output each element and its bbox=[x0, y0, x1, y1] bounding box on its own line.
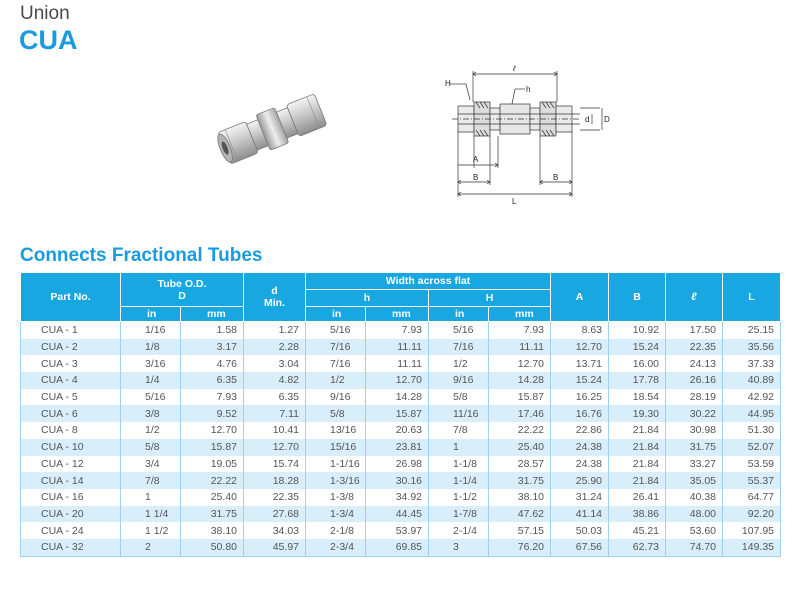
cell-d-min: 45.97 bbox=[244, 539, 306, 556]
cell-h-in: 1/2 bbox=[306, 372, 366, 389]
cell-d-min: 2.28 bbox=[244, 339, 306, 356]
cell-A: 12.70 bbox=[551, 339, 609, 356]
table-row bbox=[21, 405, 781, 422]
cell-tube-od-mm: 1.58 bbox=[181, 322, 244, 339]
cell-A: 24.38 bbox=[551, 456, 609, 473]
cell-h-in: 15/16 bbox=[306, 439, 366, 456]
table-row bbox=[21, 439, 781, 456]
cell-tube-od-in: 1/2 bbox=[121, 422, 181, 439]
cell-L: 64.77 bbox=[723, 489, 781, 506]
cell-L: 51.30 bbox=[723, 422, 781, 439]
cell-B: 10.92 bbox=[609, 322, 666, 339]
cell-h-in: 7/16 bbox=[306, 339, 366, 356]
cell-l: 35.05 bbox=[666, 472, 723, 489]
cell-L: 40.89 bbox=[723, 372, 781, 389]
dim-label-A: A bbox=[473, 155, 479, 164]
cell-H-mm: 17.46 bbox=[489, 405, 551, 422]
cell-B: 17.78 bbox=[609, 372, 666, 389]
cell-d-min: 10.41 bbox=[244, 422, 306, 439]
cell-tube-od-in: 1/16 bbox=[121, 322, 181, 339]
cell-d-min: 3.04 bbox=[244, 355, 306, 372]
header-unit-mm: mm bbox=[489, 307, 551, 322]
cell-H-mm: 47.62 bbox=[489, 506, 551, 523]
dim-label-B-left: B bbox=[473, 173, 479, 182]
header-unit-mm: mm bbox=[366, 307, 429, 322]
cell-part-no: CUA - 5 bbox=[21, 389, 121, 406]
cell-h-mm: 15.87 bbox=[366, 405, 429, 422]
cell-A: 67.56 bbox=[551, 539, 609, 556]
cell-part-no: CUA - 10 bbox=[21, 439, 121, 456]
cell-h-mm: 20.63 bbox=[366, 422, 429, 439]
cell-A: 16.25 bbox=[551, 389, 609, 406]
header-l: ℓ bbox=[666, 273, 723, 322]
cell-part-no: CUA - 16 bbox=[21, 489, 121, 506]
dim-label-h: h bbox=[526, 85, 531, 94]
cell-H-mm: 76.20 bbox=[489, 539, 551, 556]
cell-l: 33.27 bbox=[666, 456, 723, 473]
cell-L: 42.92 bbox=[723, 389, 781, 406]
cell-tube-od-in: 1 bbox=[121, 489, 181, 506]
cell-A: 15.24 bbox=[551, 372, 609, 389]
header-H: H bbox=[429, 290, 551, 307]
cell-tube-od-in: 3/8 bbox=[121, 405, 181, 422]
cell-L: 107.95 bbox=[723, 522, 781, 539]
dim-label-l: ℓ bbox=[513, 64, 516, 73]
header-tube-od: Tube O.D. D bbox=[121, 273, 244, 307]
table-row bbox=[21, 355, 781, 372]
product-code-title: CUA bbox=[19, 25, 78, 55]
cell-tube-od-mm: 22.22 bbox=[181, 472, 244, 489]
cell-B: 45.21 bbox=[609, 522, 666, 539]
cell-l: 53.60 bbox=[666, 522, 723, 539]
cell-l: 30.22 bbox=[666, 405, 723, 422]
cell-H-mm: 7.93 bbox=[489, 322, 551, 339]
cell-h-mm: 44.45 bbox=[366, 506, 429, 523]
cell-B: 62.73 bbox=[609, 539, 666, 556]
cell-H-in: 1-1/4 bbox=[429, 472, 489, 489]
cell-H-in: 11/16 bbox=[429, 405, 489, 422]
cell-H-mm: 11.11 bbox=[489, 339, 551, 356]
cell-d-min: 7.11 bbox=[244, 405, 306, 422]
table-row bbox=[21, 322, 781, 339]
cell-d-min: 15.74 bbox=[244, 456, 306, 473]
header-unit-in: in bbox=[121, 307, 181, 322]
cell-L: 92.20 bbox=[723, 506, 781, 523]
cell-H-in: 2-1/4 bbox=[429, 522, 489, 539]
table-row bbox=[21, 389, 781, 406]
cell-h-mm: 12.70 bbox=[366, 372, 429, 389]
cell-H-mm: 38.10 bbox=[489, 489, 551, 506]
cell-A: 22.86 bbox=[551, 422, 609, 439]
cell-d-min: 4.82 bbox=[244, 372, 306, 389]
cell-tube-od-mm: 19.05 bbox=[181, 456, 244, 473]
cell-l: 48.00 bbox=[666, 506, 723, 523]
cell-H-mm: 25.40 bbox=[489, 439, 551, 456]
cell-d-min: 12.70 bbox=[244, 439, 306, 456]
cell-A: 13.71 bbox=[551, 355, 609, 372]
cell-h-mm: 53.97 bbox=[366, 522, 429, 539]
union-fitting-photo bbox=[212, 88, 332, 168]
cell-h-in: 7/16 bbox=[306, 355, 366, 372]
cell-h-in: 5/8 bbox=[306, 405, 366, 422]
cell-l: 30.98 bbox=[666, 422, 723, 439]
cell-B: 16.00 bbox=[609, 355, 666, 372]
cell-B: 21.84 bbox=[609, 422, 666, 439]
cell-H-in: 5/8 bbox=[429, 389, 489, 406]
cell-tube-od-mm: 38.10 bbox=[181, 522, 244, 539]
cell-l: 24.13 bbox=[666, 355, 723, 372]
cell-L: 44.95 bbox=[723, 405, 781, 422]
table-body bbox=[21, 322, 781, 557]
cell-h-in: 1-3/4 bbox=[306, 506, 366, 523]
cell-h-mm: 14.28 bbox=[366, 389, 429, 406]
cell-tube-od-in: 1/8 bbox=[121, 339, 181, 356]
cell-tube-od-mm: 9.52 bbox=[181, 405, 244, 422]
cell-H-in: 1-1/2 bbox=[429, 489, 489, 506]
cell-B: 15.24 bbox=[609, 339, 666, 356]
cell-H-in: 5/16 bbox=[429, 322, 489, 339]
cell-tube-od-mm: 50.80 bbox=[181, 539, 244, 556]
table-row bbox=[21, 456, 781, 473]
cell-l: 74.70 bbox=[666, 539, 723, 556]
cell-d-min: 1.27 bbox=[244, 322, 306, 339]
cell-tube-od-in: 3/4 bbox=[121, 456, 181, 473]
cell-h-in: 1-1/16 bbox=[306, 456, 366, 473]
cell-B: 21.84 bbox=[609, 472, 666, 489]
cell-B: 21.84 bbox=[609, 439, 666, 456]
cell-h-mm: 69.85 bbox=[366, 539, 429, 556]
cell-tube-od-in: 1 1/4 bbox=[121, 506, 181, 523]
cell-tube-od-in: 3/16 bbox=[121, 355, 181, 372]
cell-A: 41.14 bbox=[551, 506, 609, 523]
cell-h-in: 2-1/8 bbox=[306, 522, 366, 539]
cell-L: 37.33 bbox=[723, 355, 781, 372]
cell-A: 16.76 bbox=[551, 405, 609, 422]
cell-h-mm: 30.16 bbox=[366, 472, 429, 489]
cell-H-mm: 14.28 bbox=[489, 372, 551, 389]
header-width-across-flat: Width across flat bbox=[306, 273, 551, 290]
cell-d-min: 27.68 bbox=[244, 506, 306, 523]
cell-l: 22.35 bbox=[666, 339, 723, 356]
header-L: L bbox=[723, 273, 781, 322]
cell-tube-od-in: 7/8 bbox=[121, 472, 181, 489]
cell-tube-od-mm: 31.75 bbox=[181, 506, 244, 523]
section-title: Connects Fractional Tubes bbox=[20, 245, 263, 266]
cell-l: 40.38 bbox=[666, 489, 723, 506]
table-row bbox=[21, 539, 781, 556]
table-row bbox=[21, 489, 781, 506]
cell-H-in: 1 bbox=[429, 439, 489, 456]
cell-part-no: CUA - 24 bbox=[21, 522, 121, 539]
cell-h-in: 1-3/16 bbox=[306, 472, 366, 489]
cell-A: 25.90 bbox=[551, 472, 609, 489]
cell-H-in: 1-7/8 bbox=[429, 506, 489, 523]
cell-part-no: CUA - 32 bbox=[21, 539, 121, 556]
cell-tube-od-in: 1/4 bbox=[121, 372, 181, 389]
cell-h-in: 9/16 bbox=[306, 389, 366, 406]
cell-h-mm: 23.81 bbox=[366, 439, 429, 456]
cell-tube-od-mm: 12.70 bbox=[181, 422, 244, 439]
cell-h-in: 5/16 bbox=[306, 322, 366, 339]
cell-h-mm: 11.11 bbox=[366, 355, 429, 372]
header-unit-mm: mm bbox=[181, 307, 244, 322]
dim-label-L: L bbox=[512, 197, 517, 206]
cell-tube-od-in: 2 bbox=[121, 539, 181, 556]
cell-part-no: CUA - 12 bbox=[21, 456, 121, 473]
header-part-no: Part No. bbox=[21, 273, 121, 322]
table-row bbox=[21, 472, 781, 489]
dim-label-d: d bbox=[585, 115, 590, 124]
cell-H-in: 1/2 bbox=[429, 355, 489, 372]
table-row bbox=[21, 372, 781, 389]
cell-H-in: 9/16 bbox=[429, 372, 489, 389]
cell-part-no: CUA - 4 bbox=[21, 372, 121, 389]
cell-h-in: 2-3/4 bbox=[306, 539, 366, 556]
cell-h-in: 1-3/8 bbox=[306, 489, 366, 506]
cell-d-min: 34.03 bbox=[244, 522, 306, 539]
cell-H-in: 7/8 bbox=[429, 422, 489, 439]
cell-L: 149.35 bbox=[723, 539, 781, 556]
table-row bbox=[21, 522, 781, 539]
dim-label-B-right: B bbox=[553, 173, 559, 182]
header-A: A bbox=[551, 273, 609, 322]
cell-part-no: CUA - 14 bbox=[21, 472, 121, 489]
table-row bbox=[21, 339, 781, 356]
cell-B: 19.30 bbox=[609, 405, 666, 422]
cell-tube-od-mm: 7.93 bbox=[181, 389, 244, 406]
table-row bbox=[21, 422, 781, 439]
cell-part-no: CUA - 8 bbox=[21, 422, 121, 439]
header-d-min: d Min. bbox=[244, 273, 306, 322]
header-unit-in: in bbox=[429, 307, 489, 322]
cell-tube-od-mm: 6.35 bbox=[181, 372, 244, 389]
cell-H-mm: 12.70 bbox=[489, 355, 551, 372]
cell-part-no: CUA - 3 bbox=[21, 355, 121, 372]
cell-part-no: CUA - 6 bbox=[21, 405, 121, 422]
header-B: B bbox=[609, 273, 666, 322]
cell-tube-od-mm: 4.76 bbox=[181, 355, 244, 372]
cell-L: 53.59 bbox=[723, 456, 781, 473]
header-h: h bbox=[306, 290, 429, 307]
cell-h-mm: 34.92 bbox=[366, 489, 429, 506]
cell-L: 35.56 bbox=[723, 339, 781, 356]
cell-B: 18.54 bbox=[609, 389, 666, 406]
cell-h-in: 13/16 bbox=[306, 422, 366, 439]
cell-B: 21.84 bbox=[609, 456, 666, 473]
cell-l: 31.75 bbox=[666, 439, 723, 456]
cell-part-no: CUA - 2 bbox=[21, 339, 121, 356]
cell-tube-od-in: 5/16 bbox=[121, 389, 181, 406]
product-subtitle: Union bbox=[20, 3, 70, 24]
cell-B: 38.86 bbox=[609, 506, 666, 523]
cell-H-mm: 22.22 bbox=[489, 422, 551, 439]
cell-B: 26.41 bbox=[609, 489, 666, 506]
cell-H-mm: 28.57 bbox=[489, 456, 551, 473]
cell-A: 50.03 bbox=[551, 522, 609, 539]
cell-H-mm: 15.87 bbox=[489, 389, 551, 406]
cell-part-no: CUA - 1 bbox=[21, 322, 121, 339]
cell-tube-od-in: 5/8 bbox=[121, 439, 181, 456]
cell-h-mm: 26.98 bbox=[366, 456, 429, 473]
cell-d-min: 22.35 bbox=[244, 489, 306, 506]
cell-d-min: 18.28 bbox=[244, 472, 306, 489]
cell-H-in: 1-1/8 bbox=[429, 456, 489, 473]
cell-A: 31.24 bbox=[551, 489, 609, 506]
cell-A: 24.38 bbox=[551, 439, 609, 456]
cell-H-mm: 31.75 bbox=[489, 472, 551, 489]
cell-tube-od-mm: 25.40 bbox=[181, 489, 244, 506]
table-row bbox=[21, 506, 781, 523]
union-dimension-drawing bbox=[440, 62, 620, 207]
dim-label-H: H bbox=[445, 79, 451, 88]
cell-L: 52.07 bbox=[723, 439, 781, 456]
cell-d-min: 6.35 bbox=[244, 389, 306, 406]
cell-L: 55.37 bbox=[723, 472, 781, 489]
cell-h-mm: 7.93 bbox=[366, 322, 429, 339]
cell-part-no: CUA - 20 bbox=[21, 506, 121, 523]
cell-tube-od-mm: 3.17 bbox=[181, 339, 244, 356]
header-unit-in: in bbox=[306, 307, 366, 322]
cell-H-in: 7/16 bbox=[429, 339, 489, 356]
dim-label-D: D bbox=[604, 115, 610, 124]
cell-tube-od-in: 1 1/2 bbox=[121, 522, 181, 539]
cell-A: 8.63 bbox=[551, 322, 609, 339]
cell-h-mm: 11.11 bbox=[366, 339, 429, 356]
cell-tube-od-mm: 15.87 bbox=[181, 439, 244, 456]
cell-L: 25.15 bbox=[723, 322, 781, 339]
cell-H-mm: 57.15 bbox=[489, 522, 551, 539]
cell-l: 26.16 bbox=[666, 372, 723, 389]
cell-l: 28.19 bbox=[666, 389, 723, 406]
cell-l: 17.50 bbox=[666, 322, 723, 339]
cell-H-in: 3 bbox=[429, 539, 489, 556]
dimension-table bbox=[20, 272, 781, 557]
